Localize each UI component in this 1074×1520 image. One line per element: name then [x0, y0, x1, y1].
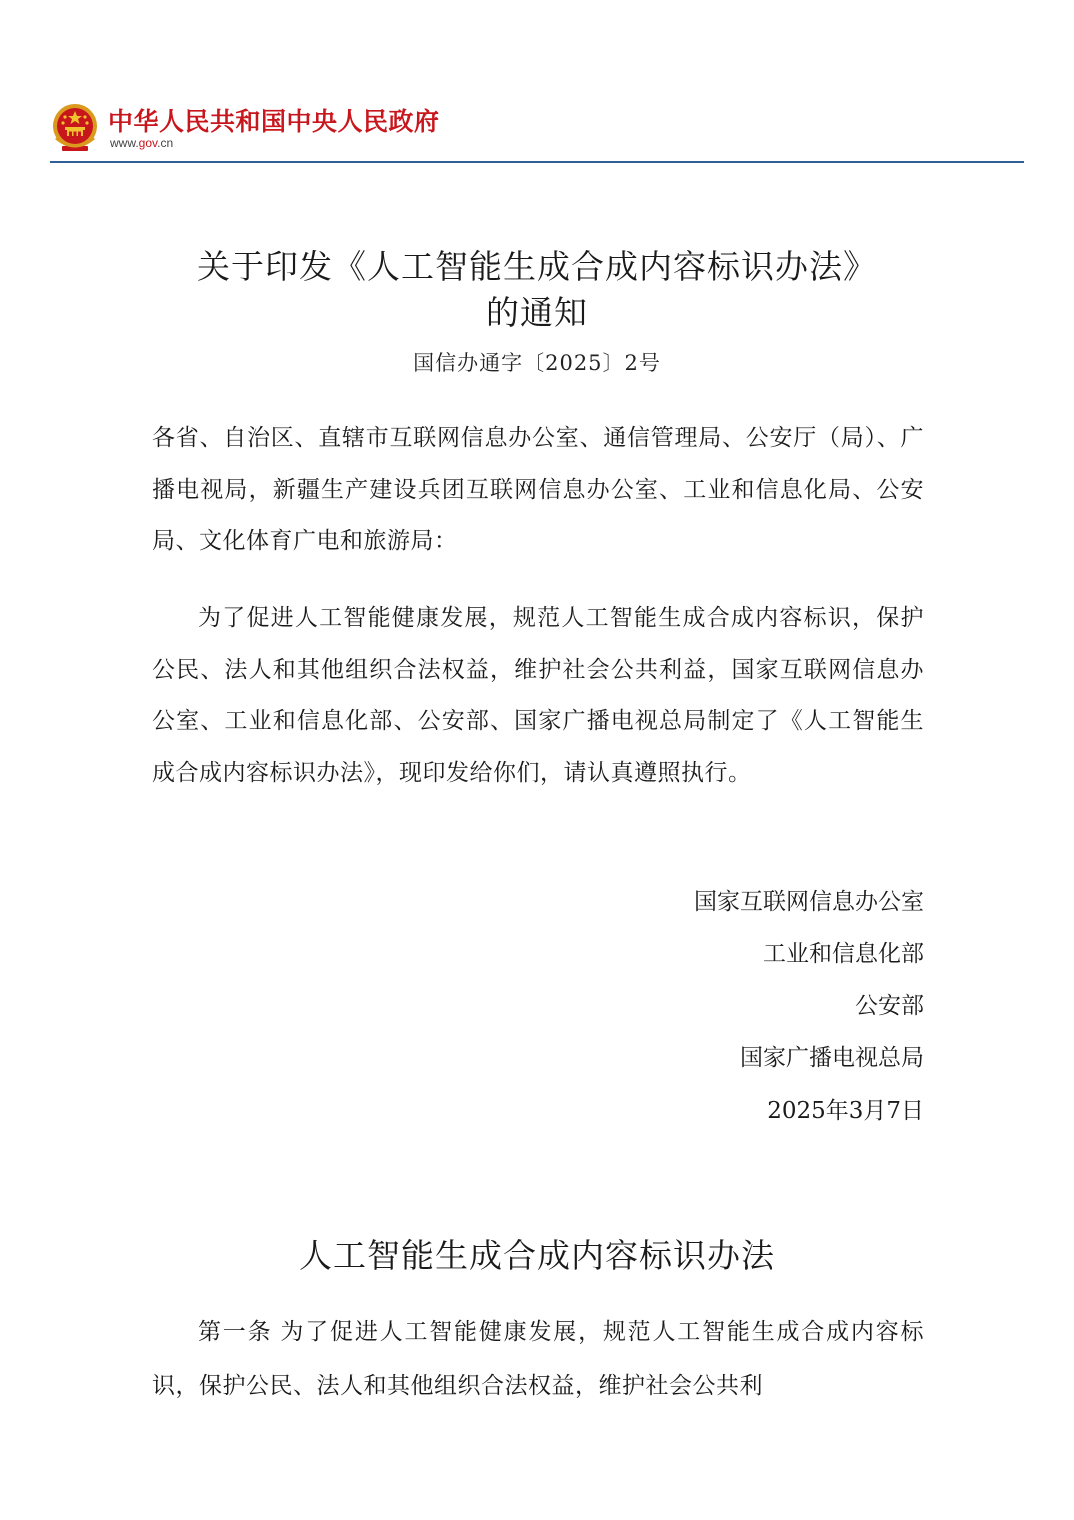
signatory: 国家广播电视总局 — [740, 1045, 924, 1071]
article-1 — [152, 1305, 924, 1413]
signatory: 工业和信息化部 — [763, 941, 924, 967]
url-gov: gov — [138, 136, 158, 150]
notice-title-line-2: 的通知 — [486, 293, 588, 332]
site-header — [50, 100, 1024, 164]
url-prefix: www. — [110, 136, 139, 150]
article-1-text: 为了促进人工智能健康发展，规范人工智能生成合成内容标识，保护公民、法人和其他组织合法权益，维护社会公共利 — [152, 1319, 925, 1399]
site-name: 中华人民共和国中央人民政府 — [108, 107, 440, 136]
article-1-label: 第一条 — [198, 1319, 273, 1345]
notice-title-line-1: 关于印发《人工智能生成合成内容标识办法》 — [197, 247, 877, 286]
url-suffix: .cn — [157, 136, 174, 150]
issue-date: 2025年3月7日 — [767, 1098, 924, 1124]
notice-body-paragraph: 为了促进人工智能健康发展，规范人工智能生成合成内容标识，保护公民、法人和其他组织合法权益，维护社会公共利益，国家互联网信息办公室、工业和信息化部、公安部、国家广播电视总局制定了《人工智能生成合成内容标识办法》，现印发给你们，请认真遵照执行。 — [152, 605, 924, 786]
site-url[interactable] — [110, 136, 173, 150]
signatory: 国家互联网信息办公室 — [694, 889, 924, 915]
header-divider — [50, 161, 1024, 163]
national-emblem-icon — [50, 102, 100, 154]
document-number: 国信办通字〔2025〕2号 — [413, 351, 661, 375]
addressee-paragraph: 各省、自治区、直辖市互联网信息办公室、通信管理局、公安厅（局）、广播电视局，新疆生产建设兵团互联网信息办公室、工业和信息化局、公安局、文化体育广电和旅游局： — [152, 425, 924, 554]
signatory: 公安部 — [855, 993, 924, 1019]
measures-title: 人工智能生成合成内容标识办法 — [299, 1236, 775, 1275]
